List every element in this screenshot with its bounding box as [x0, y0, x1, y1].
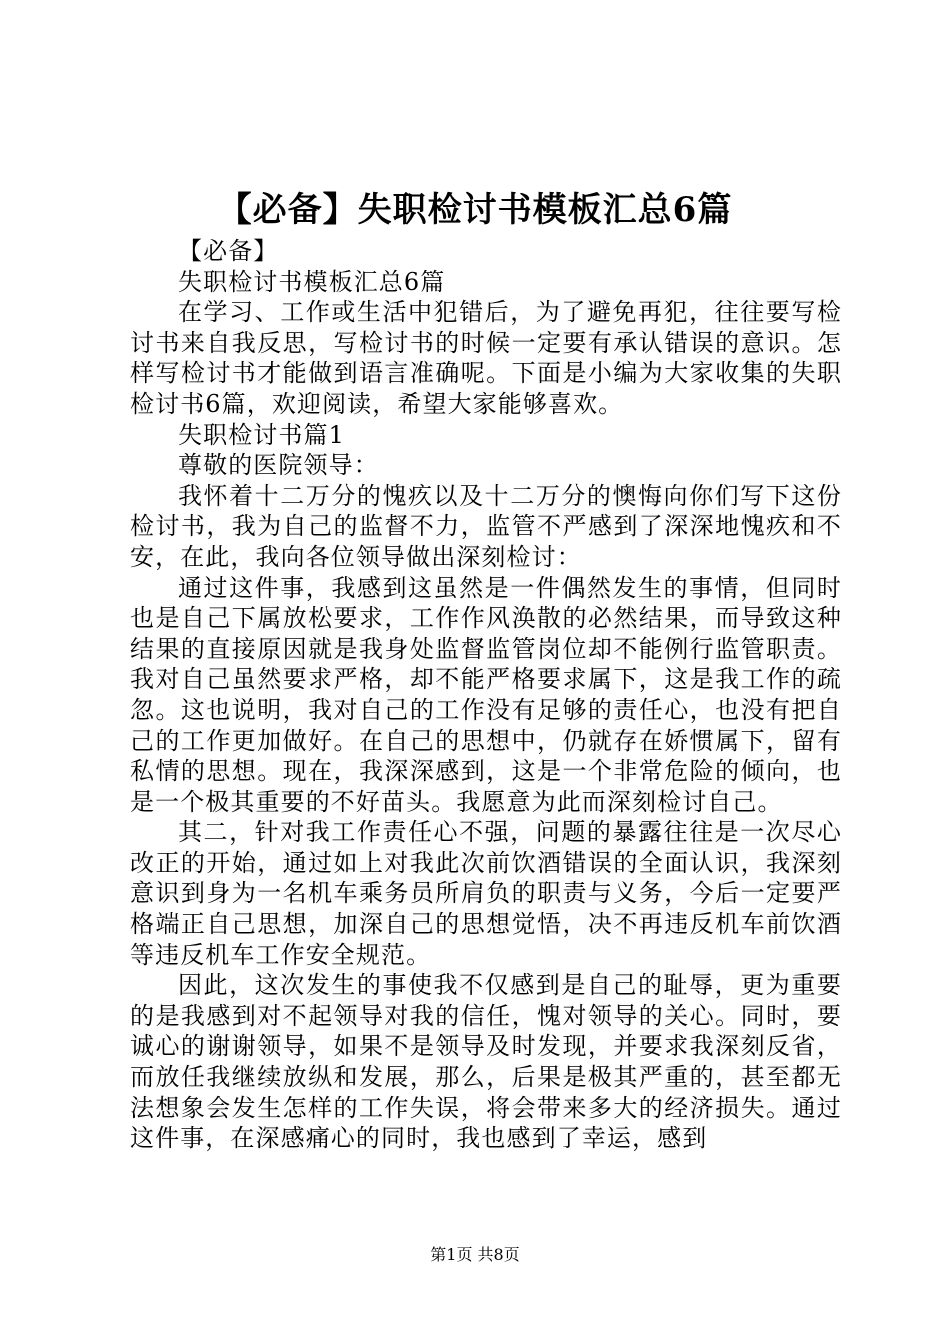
paragraph-subtitle: 失职检讨书模板汇总6篇	[178, 267, 446, 296]
salutation: 尊敬的医院领导：	[178, 451, 379, 480]
page-footer: 第1页 共8页	[430, 1245, 520, 1264]
document-body	[130, 236, 842, 1154]
paragraph-tag: 【必备】	[178, 237, 279, 265]
document-title: 【必备】失职检讨书模板汇总6篇	[217, 190, 733, 230]
paragraph: 通过这件事，我感到这虽然是一件偶然发生的事情，但同时也是自己下属放松要求，工作作风涣散的必然结果，而导致这种结果的直接原因就是我身处监督监管岗位却不能例行监管职责。我对自己虽然要求严格，却不能严格要求属下，这是我工作的疏忽。这也说明，我对自己的工作没有足够的责任心，也没有把自己的工作更加做好。在自己的思想中，仍就存在娇惯属下，留有私情的思想。现在，我深深感到，这是一个非常危险的倾向，也是一个极其重要的不好苗头。我愿意为此而深刻检讨自己。	[130, 573, 842, 816]
paragraph: 我怀着十二万分的愧疚以及十二万分的懊悔向你们写下这份检讨书，我为自己的监督不力，监管不严感到了深深地愧疚和不安，在此，我向各位领导做出深刻检讨：	[130, 481, 842, 571]
section-heading: 失职检讨书篇1	[178, 420, 345, 449]
paragraph-intro: 在学习、工作或生活中犯错后，为了避免再犯，往往要写检讨书来自我反思，写检讨书的时候一定要有承认错误的意识。怎样写检讨书才能做到语言准确呢。下面是小编为大家收集的失职检讨书6篇，欢迎阅读，希望大家能够喜欢。	[130, 298, 842, 418]
paragraph: 其二，针对我工作责任心不强，问题的暴露往往是一次尽心改正的开始，通过如上对我此次前饮酒错误的全面认识，我深刻意识到身为一名机车乘务员所肩负的职责与义务，今后一定要严格端正自己思想，加深自己的思想觉悟，决不再违反机车前饮酒等违反机车工作安全规范。	[130, 818, 842, 969]
paragraph: 因此，这次发生的事使我不仅感到是自己的耻辱，更为重要的是我感到对不起领导对我的信任，愧对领导的关心。同时，要诚心的谢谢领导，如果不是领导及时发现，并要求我深刻反省，而放任我继续放纵和发展，那么，后果是极其严重的，甚至都无法想象会发生怎样的工作失误，将会带来多大的经济损失。通过这件事，在深感痛心的同时，我也感到了幸运，感到	[130, 971, 842, 1153]
